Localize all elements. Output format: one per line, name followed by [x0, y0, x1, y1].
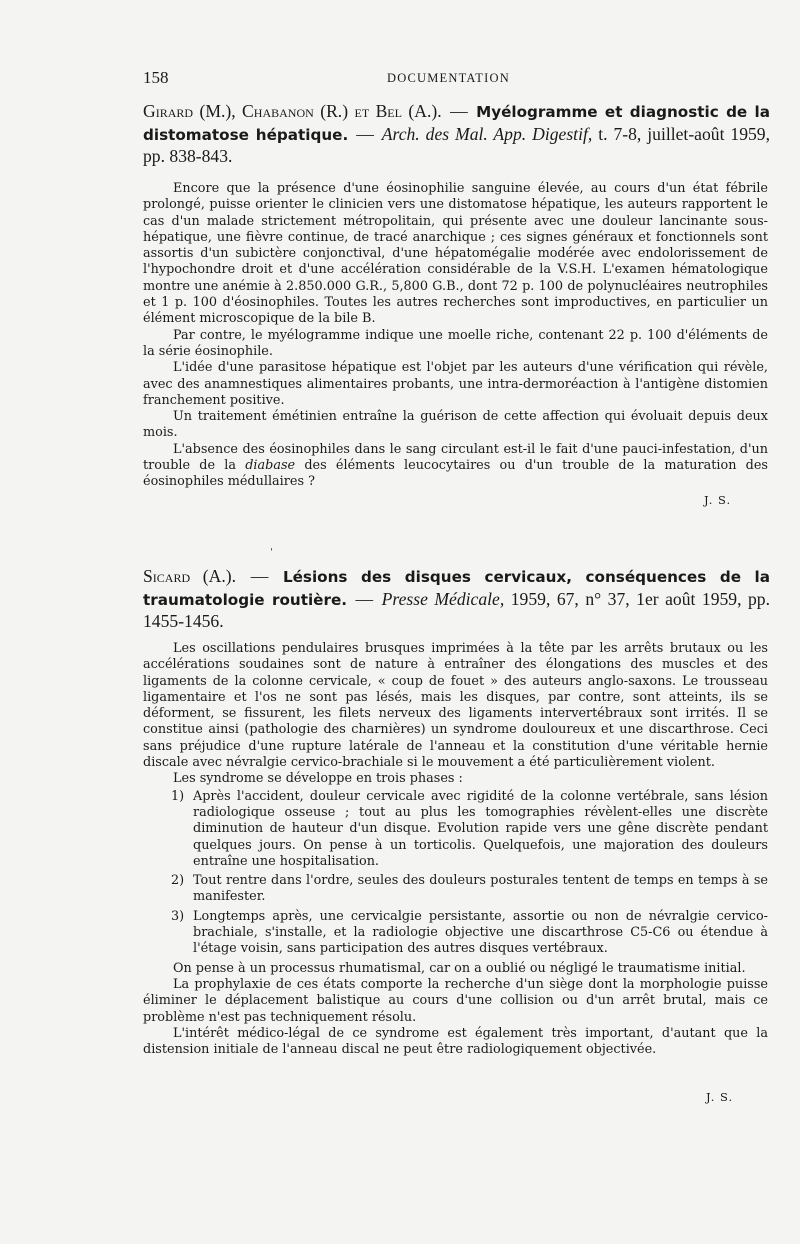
page-number: 158 [143, 68, 169, 87]
entry-1-body [143, 181, 768, 491]
phase-number: 2) [171, 873, 185, 889]
phase-text: Tout rentre dans l'ordre, seules des douleurs posturales tentent de temps en temps à se manifester. [193, 873, 768, 905]
entry-1-paragraph: Par contre, le myélogramme indique une moelle riche, contenant 22 p. 100 d'éléments de la série éosinophile. [143, 327, 768, 359]
entry-1-paragraph: L'idée d'une parasitose hépatique est l'objet par les auteurs d'une vérification qui révèle, avec des anamnestiques alimentaires probants, une intra-dermoréaction à l'antigène distomien franchement positive. [143, 360, 768, 408]
entry-1-last-text-em: diabase [245, 458, 296, 474]
running-head: DOCUMENTATION [387, 71, 510, 85]
phase-text: Après l'accident, douleur cervicale avec rigidité de la colonne vertébrale, sans lésion radiologique osseuse ; tout au plus les tomographies révèlent-elles une discrète diminution de hauteur d'un disque. Evolution rapide vers une gêne discrète pendant quelques jours. On pense à un torticolis. Quelquefois, une majoration des douleurs entraîne une hospitalisation. [193, 788, 768, 869]
entry-1-paragraph: Encore que la présence d'une éosinophilie sanguine élevée, au cours d'un état fébrile prolongé, puisse orienter le clinicien vers une distomatose hépatique, les auteurs rapportent le cas d'un malade strictement métropolitain, qui présente avec une douleur lancinante sous-hépatique, une fièvre continue, de tracé anarchique ; ces signes généraux et fonctionnels sont assortis d'un subictère conjonctival, d'une hépatomégalie modérée avec endolorissement de l'hypochondre droit et d'une accélération considérable de la V.S.H. L'examen hématologique montre une anémie à 2.850.000 G.R., 5,800 G.B., dont 72 p. 100 de polynucléaires neutrophiles et 1 p. 100 d'éosinophiles. Toutes les autres recherches sont improductives, en particulier un élément microscopique de la bile B. [143, 181, 768, 327]
entry-2-title: Lésions des disques cervicaux, conséquences de la traumatologie routière. [143, 568, 770, 609]
entry-2-signature: J. S. [706, 1090, 734, 1104]
entry-2-heading [143, 566, 770, 633]
entry-2-paragraph: Les syndrome se développe en trois phases : [173, 771, 463, 787]
entry-1-journal: Arch. des Mal. App. Digestif, [381, 123, 593, 144]
entry-2-authors: Sicard (A.). [143, 566, 237, 586]
entry-2-citation: 1959, 67, n° 37, 1er août 1959, pp. 1455-1456. [143, 588, 770, 631]
entry-2-paragraph: Les oscillations pendulaires brusques imprimées à la tête par les arrêts brutaux ou les accélérations soudaines sont de nature à entraîner des élongations des muscles et des ligaments de la colonne cervicale, « coup de fouet » des auteurs anglo-saxons. Le trousseau ligamentaire et l'os ne sont pas lésés, mais les disques, par contre, sont atteints, ils se déforment, se fissurent, les filets nerveux des ligaments intervertébraux sont irrités. Il se constitue ainsi (pathologie des charnières) un syndrome douloureux et une discarthrose. Ceci sans préjudice d'une rupture latérale de l'anneau et la constitution d'une véritable hernie discale avec névralgie cervico-brachiale si le mouvement a été particulièrement violent. [143, 641, 768, 771]
entry-1-heading [143, 101, 770, 168]
entry-2-dash: — [250, 566, 269, 586]
entry-1-authors: Girard (M.), Chabanon (R.) et Bel (A.). [143, 101, 442, 121]
entry-2-paragraph: La prophylaxie de ces états comporte la recherche d'un siège dont la morphologie puisse éliminer le déplacement balistique au cours d'une collision ou d'un arrêt brutal, mais ce problème n'est pas techniquement résolu. [143, 976, 768, 1025]
entry-1-dash-2: — [356, 123, 374, 144]
phase-number: 3) [171, 908, 185, 924]
entry-1-paragraph-last [143, 442, 768, 491]
entry-1-citation: t. 7-8, juillet-août 1959, pp. 838-843. [143, 123, 771, 166]
entry-2-paragraph: On pense à un processus rhumatismal, car on a oublié ou négligé le traumatisme initial. [173, 960, 746, 976]
entry-1-last-text-b: des éléments leucocytaires ou d'un trouble de la maturation des éosinophiles médullaires ? [143, 458, 768, 490]
phase-text: Longtemps après, une cervicalgie persistante, assortie ou non de névralgie cervico-brachiale, s'installe, et la radiologie objective une discarthrose C5-C6 ou étendue à l'étage voisin, sans participation des autres disques vertébraux. [193, 908, 768, 957]
phase-item [143, 873, 768, 906]
phase-number: 1) [171, 788, 185, 804]
phase-item [143, 789, 768, 870]
entry-1-dash: — [450, 101, 468, 121]
entry-1-paragraph: Un traitement émétinien entraîne la guérison de cette affection qui évoluait depuis deux mois. [143, 409, 768, 441]
entry-1-last-text-a: L'absence des éosinophiles dans le sang circulant est-il le fait d'une pauci-infestation, d'un trouble de la [143, 441, 768, 474]
entry-2-paragraph: L'intérêt médico-légal de ce syndrome est également très important, d'autant que la distension initiale de l'anneau discal ne peut être radiologiquement objectivée. [143, 1025, 768, 1058]
ink-mark: ˈ [270, 548, 273, 559]
entry-2-dash-2: — [355, 588, 374, 609]
entry-1-title: Myélogramme et diagnostic de la distomatose hépatique. [143, 103, 771, 144]
entry-2-journal: Presse Médicale, [381, 588, 505, 609]
entry-2-body [143, 641, 768, 1058]
entry-1-signature: J. S. [704, 493, 732, 507]
phase-item [143, 909, 768, 958]
phases-list [143, 789, 768, 958]
